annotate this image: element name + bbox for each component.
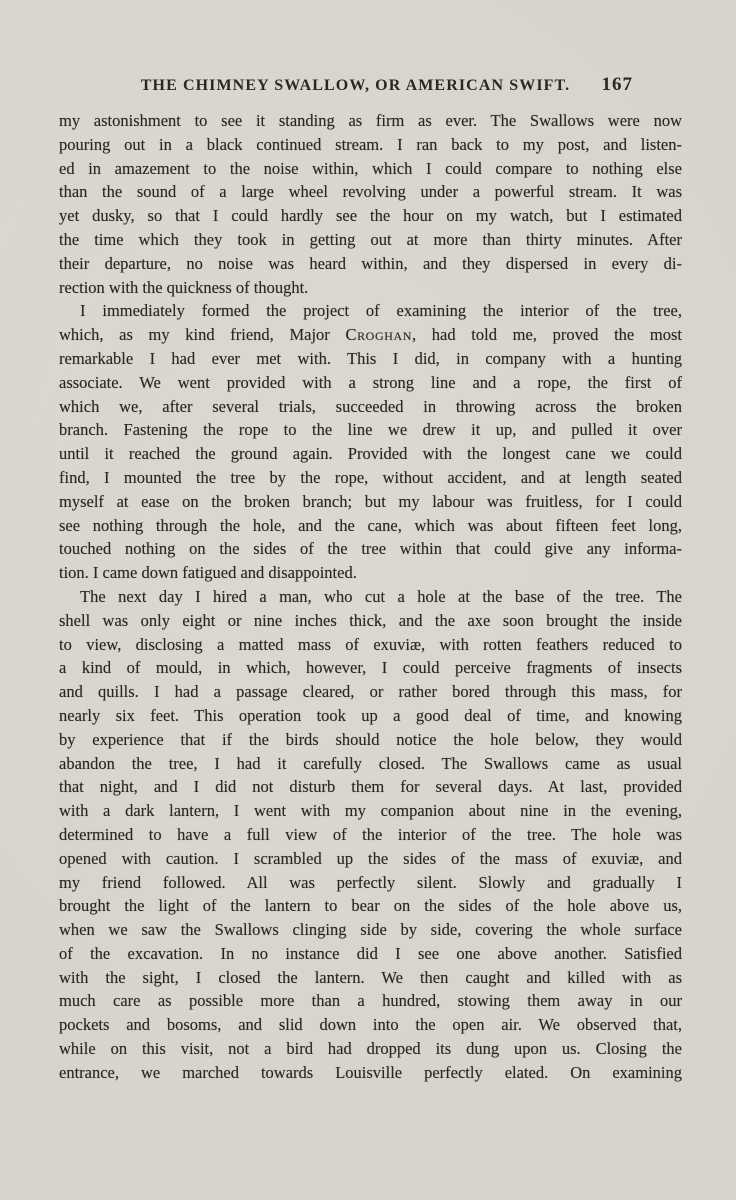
paragraph-next-day bbox=[59, 585, 682, 1085]
running-header-title: THE CHIMNEY SWALLOW, OR AMERICAN SWIFT. bbox=[140, 77, 571, 94]
text-line: see nothing through the hole, and the cane, which was about fifteen feet long, bbox=[59, 515, 682, 535]
text-line: pockets and bosoms, and slid down into the open air. We observed that, bbox=[59, 1015, 682, 1035]
text-line: until it reached the ground again. Provided with the longest cane we could bbox=[59, 444, 682, 464]
text-line: their departure, no noise was heard within, and they dispersed in every di- bbox=[59, 253, 682, 273]
text-line: abandon the tree, I had it carefully closed. The Swallows came as usual bbox=[59, 753, 682, 773]
text-line: my friend followed. All was perfectly silent. Slowly and gradually I bbox=[59, 872, 682, 892]
text-line: brought the light of the lantern to bear on the sides of the hole above us, bbox=[59, 896, 682, 916]
text-line: nearly six feet. This operation took up a good deal of time, and knowing bbox=[59, 705, 682, 725]
text-line: find, I mounted the tree by the rope, without accident, and at length seated bbox=[59, 467, 682, 487]
paragraph-examining-tree bbox=[59, 299, 682, 585]
text-line: my astonishment to see it standing as firm as ever. The Swallows were now bbox=[59, 111, 682, 130]
page-number: 167 bbox=[601, 74, 633, 95]
text-line: opened with caution. I scrambled up the sides of the mass of exuviæ, and bbox=[59, 848, 682, 868]
text-line: that night, and I did not disturb them for several days. At last, provided bbox=[59, 777, 682, 797]
text-line: branch. Fastening the rope to the line we drew it up, and pulled it over bbox=[59, 420, 682, 440]
text-line: by experience that if the birds should notice the hole below, they would bbox=[59, 729, 682, 749]
text-line: with a dark lantern, I went with my companion about nine in the evening, bbox=[59, 801, 682, 821]
text-line: while on this visit, not a bird had dropped its dung upon us. Closing the bbox=[59, 1039, 682, 1059]
text-column bbox=[59, 0, 682, 1200]
text-line: entrance, we marched towards Louisville perfectly elated. On examining bbox=[59, 1062, 682, 1082]
text-line: ed in amazement to the noise within, which I could compare to nothing else bbox=[59, 158, 682, 178]
smallcaps-name: Croghan bbox=[345, 325, 413, 345]
text-line: associate. We went provided with a strong line and a rope, the first of bbox=[59, 372, 682, 392]
text-line-croghan bbox=[59, 323, 682, 347]
paragraph-continuation bbox=[59, 109, 682, 299]
text-line: the time which they took in getting out at more than thirty minutes. After bbox=[59, 229, 682, 249]
text-line: determined to have a full view of the interior of the tree. The hole was bbox=[59, 824, 682, 844]
text-line: with the sight, I closed the lantern. We then caught and killed with as bbox=[59, 967, 682, 987]
text-line: myself at ease on the broken branch; but my labour was fruitless, for I could bbox=[59, 491, 682, 511]
text-line: I immediately formed the project of examining the interior of the tree, bbox=[80, 301, 682, 321]
text-segment: , had told me, proved the most bbox=[412, 325, 682, 345]
text-line: yet dusky, so that I could hardly see the hour on my watch, but I estimated bbox=[59, 206, 682, 226]
text-line: a kind of mould, in which, however, I could perceive fragments of insects bbox=[59, 658, 682, 678]
text-line: touched nothing on the sides of the tree within that could give any informa- bbox=[59, 539, 682, 559]
text-line: of the excavation. In no instance did I see one above another. Satisfied bbox=[59, 943, 682, 963]
text-segment: which, as my kind friend, Major bbox=[59, 325, 346, 345]
text-line: The next day I hired a man, who cut a hole at the base of the tree. The bbox=[80, 586, 682, 606]
text-line: to view, disclosing a matted mass of exuviæ, with rotten feathers reduced to bbox=[59, 634, 682, 654]
text-line: which we, after several trials, succeeded in throwing across the broken bbox=[59, 396, 682, 416]
text-line: much care as possible more than a hundred, stowing them away in our bbox=[59, 991, 682, 1011]
text-line: than the sound of a large wheel revolving under a powerful stream. It was bbox=[59, 182, 682, 202]
text-line: pouring out in a black continued stream. I ran back to my post, and listen- bbox=[59, 134, 682, 154]
body-text bbox=[59, 109, 682, 1085]
text-line: and quills. I had a passage cleared, or rather bored through this mass, for bbox=[59, 682, 682, 702]
text-line: when we saw the Swallows clinging side by side, covering the whole surface bbox=[59, 920, 682, 940]
text-line: tion. I came down fatigued and disappointed. bbox=[59, 563, 357, 583]
text-line: shell was only eight or nine inches thick, and the axe soon brought the inside bbox=[59, 610, 682, 630]
text-line: remarkable I had ever met with. This I did, in company with a hunting bbox=[59, 348, 682, 368]
text-line: rection with the quickness of thought. bbox=[59, 277, 309, 297]
